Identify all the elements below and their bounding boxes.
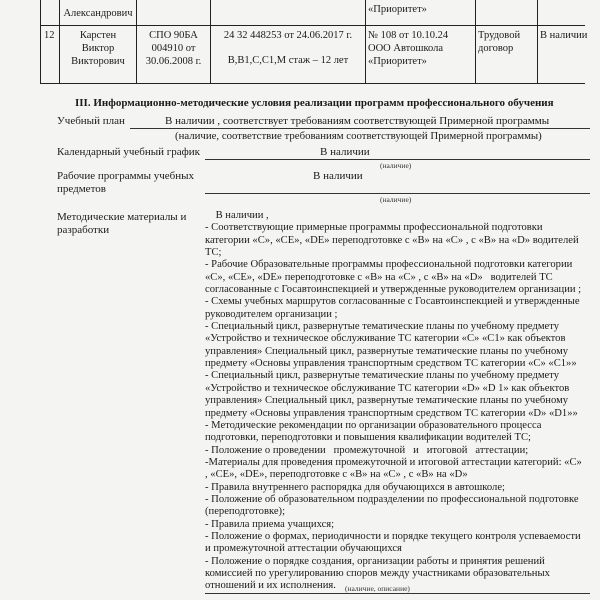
materials-line: ТС; xyxy=(205,247,222,259)
materials-line: - Положение о формах, периодичности и порядке текущего контроля успеваемости xyxy=(205,530,581,542)
materials-line: предмету «Основы управления транспортным средством ТС категории «С» «С1»» xyxy=(205,358,577,370)
materials-line: управления» Специальный цикл, развернутые тематические планы по учебному xyxy=(205,345,569,357)
row-diploma xyxy=(137,29,210,68)
row-contract xyxy=(478,29,536,55)
plan-value: В наличии , соответствует требованиям соответствующей Примерной программы xyxy=(165,115,550,127)
programs-label xyxy=(57,170,194,196)
row-status: В наличии xyxy=(540,30,588,41)
prev-row-name: Александрович xyxy=(63,8,133,19)
materials-line: «С», «СЕ», «DЕ» переподготовке с «В» на «С» , с «В» на «D» водителей ТС xyxy=(205,271,553,283)
materials-line: - Положение об образовательном подразделении по профессиональной подготовке xyxy=(205,493,579,505)
materials-list xyxy=(205,210,590,593)
table-border xyxy=(537,0,538,84)
materials-line: подготовки, переподготовки и повышения квалификации водителей ТС; xyxy=(205,432,531,444)
materials-line: - Положение о проведении промежуточной и итоговой аттестации; xyxy=(205,444,529,456)
programs-value: В наличии xyxy=(313,170,363,182)
programs-underline xyxy=(205,193,590,194)
materials-line: - Специальный цикл, развернутые тематические планы по учебному предмету xyxy=(205,370,560,382)
materials-line: руководителем организации ; xyxy=(205,308,338,320)
materials-line: - Методические рекомендации по организации образовательного процесса xyxy=(205,419,542,431)
table-border xyxy=(365,0,366,84)
materials-line: согласованные с Госавтоинспекцией и утвержденные руководителем организации ; xyxy=(205,284,582,296)
row-name-line: Виктор xyxy=(81,43,115,54)
materials-line: отношений и их исполнения. xyxy=(205,580,336,592)
row-diploma-line: 30.06.2008 г. xyxy=(145,56,202,67)
materials-line: (переподготовке); xyxy=(205,506,286,518)
materials-line: - Соответствующие примерные программы профессиональной подготовки xyxy=(205,222,543,234)
programs-label-line: предметов xyxy=(57,183,106,195)
materials-label xyxy=(57,211,186,237)
materials-line: «Устройство и техническое обслуживание ТС категории «D» «D 1» как объектов xyxy=(205,382,570,394)
row-diploma-line: 004910 от xyxy=(151,43,196,54)
materials-line: предмету «Основы управления транспортным средством ТС категории «D» «D1»» xyxy=(205,407,578,419)
schedule-label: Календарный учебный график xyxy=(57,146,200,158)
materials-line: - Правила приема учащихся; xyxy=(205,518,335,530)
materials-line: управления» Специальный цикл, развернутые тематические планы по учебному xyxy=(205,395,569,407)
materials-line: - Специальный цикл, развернутые тематические планы по учебному предмету xyxy=(205,321,560,333)
materials-underline xyxy=(205,593,590,594)
row-license-line: 24 32 448253 от 24.06.2017 г. xyxy=(223,30,353,41)
row-contract-line: договор xyxy=(478,43,514,54)
table-border xyxy=(475,0,476,84)
programs-hint: (наличие) xyxy=(380,195,412,204)
row-contract-line: Трудовой xyxy=(478,30,521,41)
row-certificate-line: № 108 от 10.10.24 xyxy=(368,30,449,41)
prev-row-org: «Приоритет» xyxy=(368,4,427,15)
materials-line: комиссией по урегулированию споров между участниками образовательных xyxy=(205,567,550,579)
row-certificate-line: «Приоритет» xyxy=(368,56,427,67)
row-license-line: В,В1,С,С1,М стаж – 12 лет xyxy=(227,55,349,66)
materials-line: - Рабочие Образовательные программы профессиональной подготовки категории xyxy=(205,259,573,271)
row-certificate-line: ООО Автошкола xyxy=(368,43,444,54)
materials-hint: (наличие, описание) xyxy=(345,584,410,593)
row-number: 12 xyxy=(44,30,55,41)
materials-line: - Правила внутреннего распорядка для обучающихся в автошколе; xyxy=(205,481,505,493)
row-name-line: Викторович xyxy=(71,56,125,67)
row-certificate xyxy=(368,29,474,68)
row-name xyxy=(60,29,136,68)
table-border xyxy=(40,0,41,84)
schedule-underline xyxy=(205,159,590,160)
row-name-line: Карстен xyxy=(79,30,117,41)
row-license xyxy=(211,29,365,67)
materials-line: -Материалы для проведения промежуточной и итоговой аттестации категорий: «С» xyxy=(205,456,582,468)
materials-label-line: разработки xyxy=(57,224,110,236)
plan-hint: (наличие, соответствие требованиям соответствующей Примерной программы) xyxy=(175,130,542,142)
plan-underline xyxy=(130,128,590,129)
materials-line: - Положение о порядке создания, организации работы и принятия решений xyxy=(205,555,545,567)
materials-line: , «СЕ», «DЕ», переподготовке с «В» на «С» , с «В» на «D» xyxy=(205,469,468,481)
programs-label-line: Рабочие программы учебных xyxy=(57,170,194,182)
section-title: III. Информационно-методические условия реализации программ профессионального обучения xyxy=(75,97,554,109)
materials-line: «Устройство и техническое обслуживание ТС категории «С» «С1» как объектов xyxy=(205,333,566,345)
schedule-hint: (наличие) xyxy=(380,161,412,170)
materials-label-line: Методические материалы и xyxy=(57,211,187,223)
materials-line: категории «С», «СЕ», «DЕ» переподготовке с «В» на «С» , с «В» на «D» водителей xyxy=(205,234,579,246)
schedule-value: В наличии xyxy=(320,146,370,158)
materials-line: В наличии , xyxy=(205,210,269,221)
table-border xyxy=(40,83,585,84)
materials-line: и промежуточной аттестации обучающихся xyxy=(205,543,402,555)
plan-label: Учебный план xyxy=(57,115,125,127)
row-diploma-line: СПО 90БА xyxy=(149,30,198,41)
table-border xyxy=(40,25,585,26)
materials-line: - Схемы учебных маршрутов согласованные с Госавтоинспекцией и утвержденные xyxy=(205,296,580,308)
